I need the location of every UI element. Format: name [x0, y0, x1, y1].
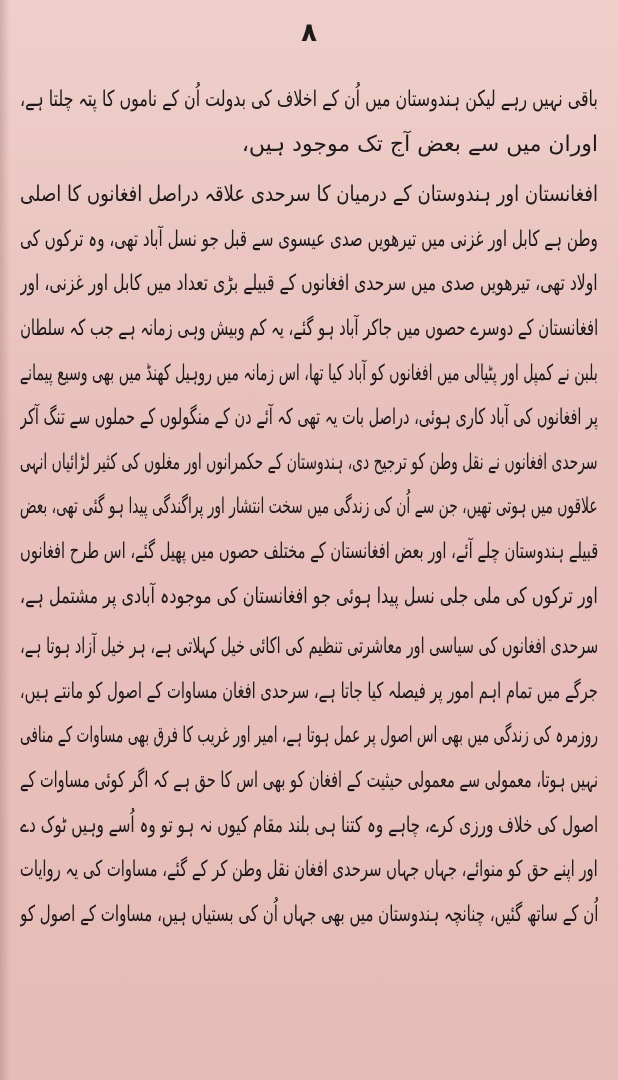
text-line: بلبن نے کمپل اور پٹیالی میں افغانوں کو آباد کیا تھا، اس زمانہ میں روہیل کھنڈ میں بھی وسیع پیمانے	[20, 360, 598, 386]
paragraph-start-line: افغانستان اور ہندوستان کے درمیان کا سرحدی علاقہ دراصل افغانوں کا اصلی	[20, 182, 598, 208]
page-number: ۸	[301, 18, 317, 48]
text-line: روزمرہ کی زندگی میں بھی اس اصول پر عمل ہوتا ہے، امیر اور غریب کا فرق بھی مساوات کے منافی	[20, 723, 598, 749]
text-line: باقی نہیں رہے لیکن ہندوستان میں اُن کے اخلاف کی بدولت اُن کے ناموں کا پتہ چلتا ہے،	[20, 87, 598, 112]
text-line: اور اپنے حق کو منوائے، جہاں جہاں سرحدی افغان نقل وطن کر کے گئے، مساوات کی یہ روایات	[20, 857, 598, 883]
text-line: نہیں ہوتا، معمولی سے معمولی حیثیت کے افغان کو بھی اس کا حق ہے کہ اگر کوئی مساوات کے	[20, 767, 598, 793]
text-line: جرگے میں تمام اہم امور پر فیصلہ کیا جاتا ہے، سرحدی افغان مساوات کے اصول کو مانتے ہیں،	[20, 678, 598, 704]
text-line: اور ترکوں کی ملی جلی نسل پیدا ہوئی جو افغانستان کی موجودہ آبادی پر مشتمل ہے،	[20, 583, 598, 609]
text-line: اصول کی خلاف ورزی کرے، چاہے وہ کتنا ہی بلند مقام کیوں نہ ہو تو وہ اُسے وہیں ٹوک دے	[20, 812, 598, 838]
text-line: وطن ہے کابل اور غزنی میں تیرھویں صدی عیسوی سے قبل جو نسل آباد تھی، وہ ترکوں کی	[20, 226, 598, 252]
body-text	[20, 78, 598, 937]
text-line: علاقوں میں ہوتی تھیں، جن سے اُن کی زندگی میں سخت انتشار اور پراگندگی پیدا ہو گئی تھی، بعض	[20, 494, 598, 520]
paragraph-start-line: سرحدی افغانوں کی سیاسی اور معاشرتی تنظیم کی اکائی خیل کہلاتی ہے، ہر خیل آزاد ہوتا ہے،	[20, 634, 598, 660]
text-line: قبیلے ہندوستان چلے آئے، اور بعض افغانستان کے مختلف حصوں میں پھیل گئے، اس طرح افغانوں	[20, 538, 598, 564]
text-line: اوران میں سے بعض آج تک موجود ہیں،	[241, 131, 598, 157]
text-line: افغانستان کے دوسرے حصوں میں جاکر آباد ہو گئے، یہ کم وبیش وہی زمانہ ہے جب کہ سلطان	[20, 315, 598, 341]
text-line: پر افغانوں کی آباد کاری ہوئی، دراصل بات یہ تھی کہ آئے دن کے منگولوں کے حملوں سے تنگ آکر	[20, 405, 598, 431]
text-line: اولاد تھی، تیرھویں صدی میں سرحدی افغانوں کے قبیلے بڑی تعداد میں کابل اور غزنی، اور	[20, 271, 598, 297]
text-line: اُن کے ساتھ گئیں، چنانچہ ہندوستان میں بھی جہاں اُن کی بستیاں ہیں، مساوات کے اصول کو	[20, 901, 598, 927]
text-line: سرحدی افغانوں نے نقل وطن کو ترجیح دی، ہندوستان کے حکمرانوں اور مغلوں کی کثیر لڑائیاں انہی	[20, 449, 598, 475]
page-gutter-shadow	[0, 0, 10, 1080]
